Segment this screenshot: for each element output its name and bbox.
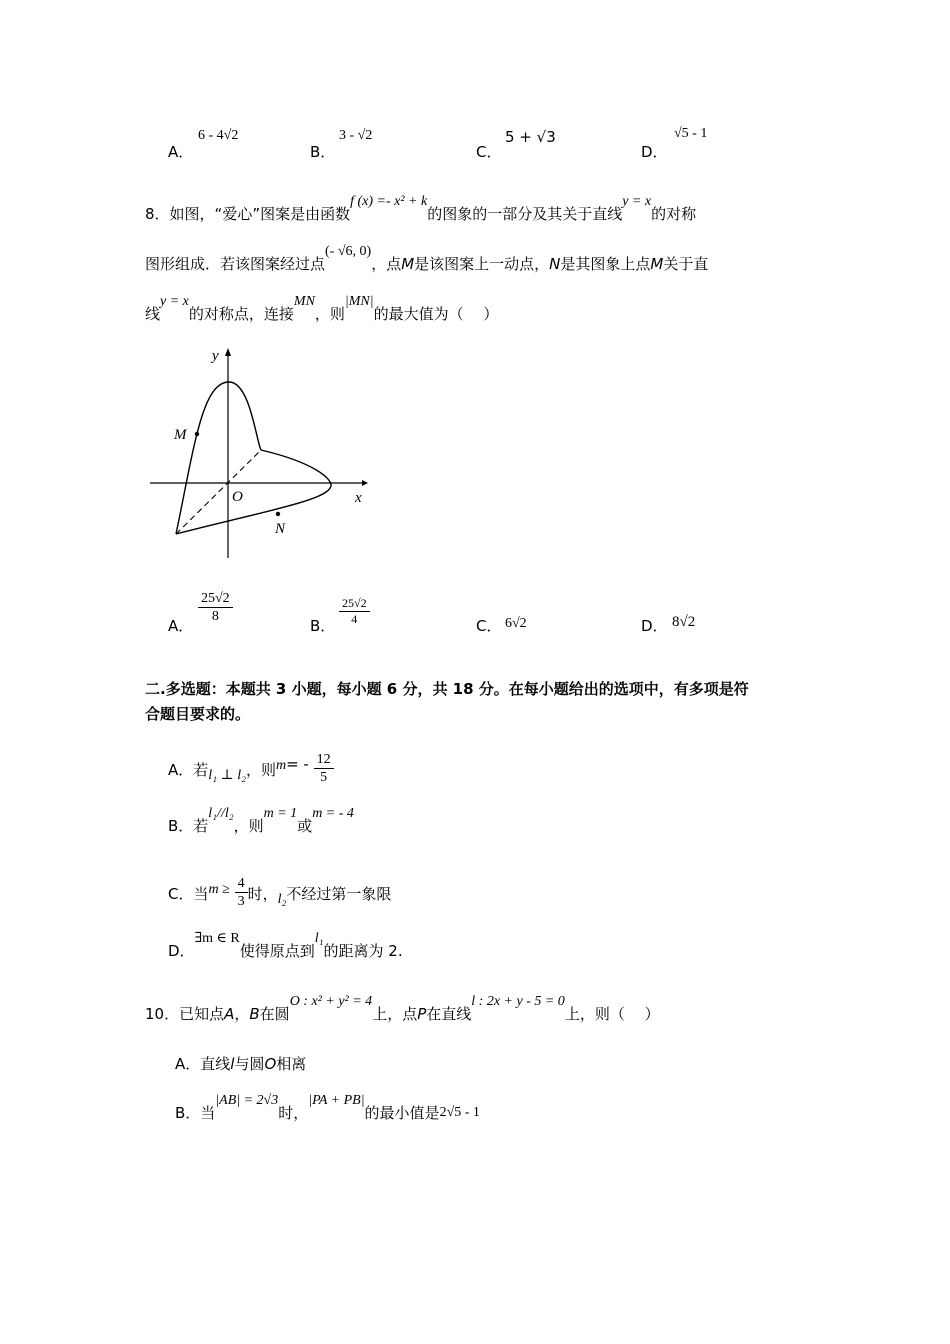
q8-abs-mn: |MN| — [344, 294, 374, 309]
q8-stem-part-2: 的图象的一部分及其关于直线 — [427, 205, 623, 223]
label-x: x — [355, 490, 362, 506]
q9-c-end: 不经过第一象限 — [286, 885, 392, 903]
q8-segment-mn: MN — [293, 294, 315, 309]
q8-line-yx-2: y = x — [160, 294, 189, 309]
q10-a-t1: A．直线 — [175, 1055, 231, 1073]
q8-stem-part-6: 是该图案上一动点， — [414, 255, 550, 273]
section-2-header-line-2: 合题目要求的。 — [145, 705, 251, 723]
q8-option-a-den: 8 — [211, 609, 219, 624]
q9-c-mid: 时， — [247, 885, 278, 903]
q10-var-a: A — [224, 1005, 235, 1023]
q10-part-2: 在圆 — [259, 1005, 290, 1023]
q7-option-d-letter: D． — [641, 143, 668, 161]
q8-option-b-num: 25√2 — [339, 596, 370, 612]
q9-a-letter: A．若 — [168, 761, 209, 779]
q8-stem-part-8: 关于直 — [663, 255, 709, 273]
q9-option-d — [168, 931, 403, 961]
q8-point: (- √6, 0) — [325, 244, 372, 259]
q7-option-c-letter: C． — [476, 143, 502, 161]
q9-option-a — [168, 753, 334, 788]
q8-line-2 — [145, 244, 709, 274]
q10-a-t3: 相离 — [276, 1055, 307, 1073]
reflected-curve — [176, 450, 331, 534]
q7-option-d-expr: √5 - 1 — [674, 126, 708, 141]
q8-stem-part-12: 的最大值为（ ） — [373, 305, 499, 323]
q8-stem-part-4: 图形组成．若该图案经过点 — [145, 255, 326, 273]
q8-option-b-den: 4 — [351, 612, 358, 626]
q8-option-a-fraction — [198, 590, 233, 625]
q9-d-letter: D． — [168, 942, 195, 960]
q7-option-b-expr: 3 - √2 — [339, 128, 373, 143]
y-axis-arrow — [225, 348, 231, 356]
q9-a-fraction — [314, 751, 334, 786]
q9-a-num: 12 — [314, 751, 334, 769]
q10-sep: ， — [234, 1005, 250, 1023]
q9-b-mid: ，则 — [233, 817, 264, 835]
q8-stem-part-1: 8．如图，“爱心”图案是由函数 — [145, 205, 351, 223]
q9-b-eq1: m = 1 — [263, 806, 298, 821]
q8-line-yx: y = x — [622, 194, 652, 209]
q9-c-fraction — [235, 875, 248, 910]
q8-option-a-num: 25√2 — [198, 590, 233, 608]
q10-part-5: 上，则（ ） — [564, 1005, 660, 1023]
q10-line-eq: l : 2x + y - 5 = 0 — [471, 994, 565, 1009]
q10-part-1: 10．已知点 — [145, 1005, 225, 1023]
q8-option-d-expr: 8√2 — [672, 614, 696, 630]
q9-b-or: 或 — [297, 817, 313, 835]
q9-d-end: 的距离为 2. — [323, 942, 403, 960]
label-m: M — [174, 427, 187, 443]
q8-var-m: M — [401, 255, 415, 273]
q10-var-b: B — [249, 1005, 260, 1023]
q9-c-m: m ≥ — [208, 882, 230, 897]
q10-b-t3: 的最小值是 — [364, 1104, 440, 1122]
q8-stem-part-7: 是其图象上点 — [560, 255, 651, 273]
q7-option-a-letter: A． — [168, 143, 194, 161]
q8-var-m-2: M — [650, 255, 664, 273]
label-y: y — [212, 348, 219, 364]
q10-b-abs: |PA + PB| — [308, 1093, 365, 1108]
q10-option-a — [175, 1053, 306, 1074]
q7-option-b-letter: B． — [310, 143, 336, 161]
q9-a-den: 5 — [320, 770, 328, 785]
q10-b-t2: 时， — [278, 1104, 309, 1122]
q8-stem-part-10: 的对称点，连接 — [188, 305, 294, 323]
q9-option-c — [168, 877, 391, 912]
q8-stem-part-5: ，点 — [371, 255, 402, 273]
point-n — [276, 512, 280, 516]
q8-option-b-letter: B． — [310, 617, 336, 635]
q9-a-cond: l₁ ⊥ l₂ — [208, 768, 246, 783]
q8-stem-part-11: ，则 — [314, 305, 345, 323]
x-axis-arrow — [362, 480, 368, 486]
q10-var-p: P — [417, 1005, 427, 1023]
q9-c-num: 4 — [235, 875, 248, 893]
q9-c-den: 3 — [237, 894, 245, 909]
q8-heart-figure — [140, 340, 380, 570]
q8-option-a-letter: A． — [168, 617, 194, 635]
q8-var-n: N — [549, 255, 561, 273]
q9-a-eq: = - — [286, 755, 309, 773]
q8-option-d-letter: D． — [641, 617, 668, 635]
q10-a-t2: 与圆 — [234, 1055, 265, 1073]
q9-c-l2: l₂ — [277, 892, 287, 907]
q10-b-val: 2√5 - 1 — [439, 1105, 480, 1120]
q9-d-mid: 使得原点到 — [239, 942, 315, 960]
q9-a-mid: ，则 — [245, 761, 276, 779]
q9-b-cond: l₁//l₂ — [208, 806, 234, 821]
q10-a-o: O — [264, 1055, 277, 1073]
q8-stem-part-9: 线 — [145, 305, 161, 323]
q9-a-m: m — [275, 758, 287, 773]
q9-c-letter: C．当 — [168, 885, 209, 903]
label-origin: O — [232, 489, 243, 505]
q9-d-l1: l₁ — [314, 931, 324, 946]
q10-part-3: 上，点 — [372, 1005, 418, 1023]
q10-circle-eq: O : x² + y² = 4 — [289, 994, 373, 1009]
symmetry-dashed-line — [176, 450, 261, 534]
point-m — [195, 432, 199, 436]
q10-a-l: l — [230, 1055, 235, 1073]
q9-b-letter: B．若 — [168, 817, 209, 835]
q8-line-3 — [145, 294, 499, 324]
parabola-curve — [176, 382, 261, 534]
q8-stem-part-3: 的对称 — [651, 205, 697, 223]
q8-option-c-letter: C． — [476, 617, 502, 635]
q8-line-1 — [145, 194, 697, 224]
q7-option-c-expr: 5 + √3 — [505, 128, 556, 146]
q8-option-c-expr: 6√2 — [505, 616, 527, 631]
q10-part-4: 在直线 — [426, 1005, 472, 1023]
q7-option-a-expr: 6 - 4√2 — [198, 128, 239, 143]
q10-b-cond: |AB| = 2√3 — [215, 1093, 279, 1108]
q9-d-expr: ∃m ∈ R — [194, 931, 240, 946]
q8-function: f (x) =- x² + k — [350, 194, 428, 209]
q8-option-b-fraction — [339, 596, 370, 627]
q10-stem — [145, 994, 660, 1024]
q10-option-b — [175, 1093, 480, 1123]
q10-b-t1: B．当 — [175, 1104, 216, 1122]
label-n: N — [275, 521, 286, 537]
q9-option-b — [168, 806, 354, 836]
q9-b-eq2: m = - 4 — [312, 806, 354, 821]
section-2-header-line-1: 二.多选题：本题共 3 小题，每小题 6 分，共 18 分。在每小题给出的选项中，有多项是符 — [145, 680, 749, 698]
